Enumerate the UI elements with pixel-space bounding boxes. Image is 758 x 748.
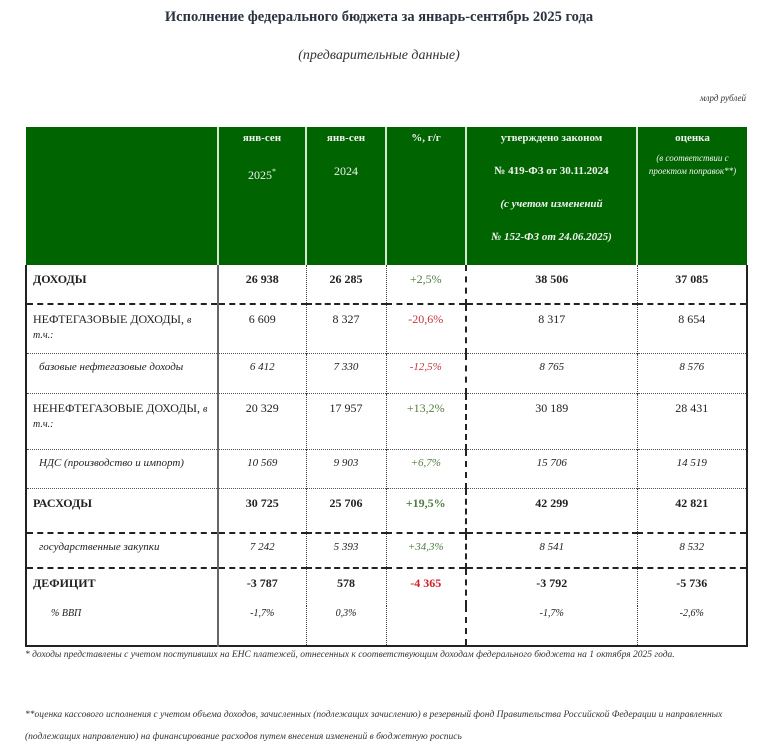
cell-estimate: 28 431 bbox=[637, 393, 747, 449]
cell-law: 8 317 bbox=[466, 304, 637, 353]
header-y2024-line1: янв-сен bbox=[326, 132, 366, 144]
header-y2025 bbox=[218, 127, 306, 265]
cell-estimate: 14 519 bbox=[637, 449, 747, 488]
header-y2025-line1: янв-сен bbox=[242, 132, 282, 144]
cell-y2025: 30 725 bbox=[218, 488, 306, 533]
table-row-deficit bbox=[26, 568, 747, 606]
footnote-estimate: **оценка кассового исполнения с учетом объема доходов, зачисленных (подлежащих зачислению) в резервный фонд Правительства Российской Федерации и направленных (подлежащих направлению) на финансирование расходов путем внесения изменений в бюджетную роспись bbox=[25, 710, 723, 742]
cell-y2025: 7 242 bbox=[218, 533, 306, 568]
cell-estimate: -2,6% bbox=[637, 606, 747, 646]
cell-y2025: 6 609 bbox=[218, 304, 306, 353]
cell-yoy: -12,5% bbox=[386, 353, 466, 393]
cell-y2024: 7 330 bbox=[306, 353, 386, 393]
row-label: % ВВП bbox=[26, 606, 218, 646]
cell-yoy: +34,3% bbox=[386, 533, 466, 568]
cell-estimate: 37 085 bbox=[637, 265, 747, 304]
table-row-revenue bbox=[26, 265, 747, 304]
cell-law: -1,7% bbox=[466, 606, 637, 646]
row-label-text: НЕНЕФТЕГАЗОВЫЕ ДОХОДЫ, bbox=[33, 400, 200, 415]
cell-y2024: 0,3% bbox=[306, 606, 386, 646]
row-label: государственные закупки bbox=[26, 533, 218, 568]
cell-y2025: 10 569 bbox=[218, 449, 306, 488]
cell-y2024: 9 903 bbox=[306, 449, 386, 488]
header-law bbox=[466, 127, 637, 265]
row-label: НДС (производство и импорт) bbox=[26, 449, 218, 488]
row-label: РАСХОДЫ bbox=[26, 488, 218, 533]
table-header-row bbox=[26, 127, 747, 265]
cell-law: 30 189 bbox=[466, 393, 637, 449]
header-label bbox=[26, 127, 218, 265]
header-law-line4: № 152-ФЗ от 24.06.2025) bbox=[491, 231, 612, 243]
header-law-line3: (с учетом изменений bbox=[500, 198, 603, 210]
cell-y2024: 25 706 bbox=[306, 488, 386, 533]
table-row-oil-gas-revenue bbox=[26, 304, 747, 353]
header-estimate bbox=[637, 127, 747, 265]
units-label: млрд рублей bbox=[699, 93, 746, 103]
cell-estimate: 42 821 bbox=[637, 488, 747, 533]
table-row-vat bbox=[26, 449, 747, 488]
cell-estimate: -5 736 bbox=[637, 568, 747, 606]
row-label-text: НЕФТЕГАЗОВЫЕ ДОХОДЫ, bbox=[33, 312, 185, 326]
row-label: ДОХОДЫ bbox=[26, 265, 218, 304]
cell-yoy: +6,7% bbox=[386, 449, 466, 488]
row-label: базовые нефтегазовые доходы bbox=[26, 353, 218, 393]
cell-yoy: +2,5% bbox=[386, 265, 466, 304]
header-y2024 bbox=[306, 127, 386, 265]
table-row-non-oil-gas-revenue bbox=[26, 393, 747, 449]
header-y2024-line2: 2024 bbox=[334, 164, 358, 178]
header-estimate-line1: оценка bbox=[675, 132, 710, 144]
table-row-expenditures bbox=[26, 488, 747, 533]
cell-y2024: 578 bbox=[306, 568, 386, 606]
table-row-base-oil-gas bbox=[26, 353, 747, 393]
cell-y2025: -1,7% bbox=[218, 606, 306, 646]
header-yoy-line1: %, г/г bbox=[411, 132, 441, 144]
cell-y2024: 26 285 bbox=[306, 265, 386, 304]
cell-yoy bbox=[386, 606, 466, 646]
cell-law: 8 765 bbox=[466, 353, 637, 393]
cell-y2024: 17 957 bbox=[306, 393, 386, 449]
cell-y2024: 5 393 bbox=[306, 533, 386, 568]
cell-law: 15 706 bbox=[466, 449, 637, 488]
cell-yoy: +13,2% bbox=[386, 393, 466, 449]
header-law-line1: утверждено законом bbox=[500, 132, 603, 144]
cell-yoy: +19,5% bbox=[386, 488, 466, 533]
header-y2025-line2 bbox=[221, 166, 303, 181]
row-label bbox=[26, 393, 218, 449]
cell-law: 8 541 bbox=[466, 533, 637, 568]
header-estimate-line2: (в соответствии с проектом поправок**) bbox=[648, 153, 737, 176]
cell-law: -3 792 bbox=[466, 568, 637, 606]
cell-estimate: 8 654 bbox=[637, 304, 747, 353]
cell-y2025: 26 938 bbox=[218, 265, 306, 304]
page-title: Исполнение федерального бюджета за январь-сентябрь 2025 года bbox=[164, 9, 594, 25]
cell-y2025: 6 412 bbox=[218, 353, 306, 393]
header-y2025-year: 2025 bbox=[248, 168, 272, 182]
page-subtitle: (предварительные данные) bbox=[298, 48, 460, 63]
cell-law: 42 299 bbox=[466, 488, 637, 533]
cell-y2025: 20 329 bbox=[218, 393, 306, 449]
row-label: ДЕФИЦИТ bbox=[26, 568, 218, 606]
table-row-gdp-share bbox=[26, 606, 747, 646]
footnote-revenue-ens: * доходы представлены с учетом поступивших на ЕНС платежей, отнесенных к соответствующим доходам федерального бюджета на 1 октября 2025 года. bbox=[25, 650, 675, 660]
cell-y2025: -3 787 bbox=[218, 568, 306, 606]
row-label bbox=[26, 304, 218, 353]
row-qualifier: в т.ч.: bbox=[33, 403, 208, 430]
cell-yoy: -4 365 bbox=[386, 568, 466, 606]
header-yoy bbox=[386, 127, 466, 265]
cell-estimate: 8 576 bbox=[637, 353, 747, 393]
header-law-line2: № 419-ФЗ от 30.11.2024 bbox=[494, 165, 609, 177]
budget-table bbox=[25, 127, 748, 647]
row-qualifier: в т.ч.: bbox=[33, 315, 192, 341]
cell-estimate: 8 532 bbox=[637, 533, 747, 568]
cell-yoy: -20,6% bbox=[386, 304, 466, 353]
table-row-procurement bbox=[26, 533, 747, 568]
cell-y2024: 8 327 bbox=[306, 304, 386, 353]
cell-law: 38 506 bbox=[466, 265, 637, 304]
footnote-marker: * bbox=[272, 167, 276, 176]
